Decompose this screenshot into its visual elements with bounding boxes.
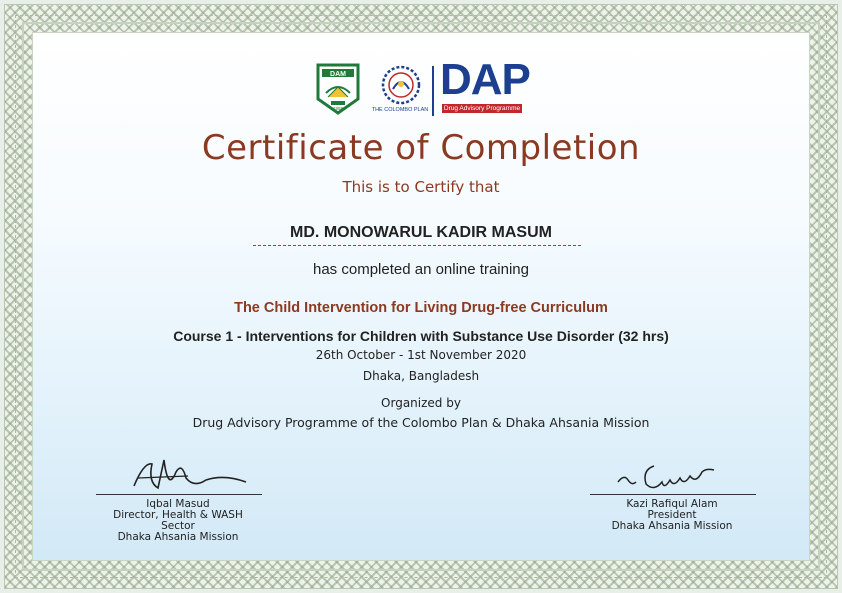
left-signatory-org: Dhaka Ahsania Mission xyxy=(117,531,239,543)
dap-logo-subtitle: Drug Advisory Programme xyxy=(443,105,521,112)
left-signatory xyxy=(96,499,260,543)
dap-logo-divider xyxy=(432,66,434,116)
recipient-name: MD. MONOWARUL KADIR MASUM xyxy=(290,224,552,241)
dam-logo xyxy=(316,63,360,115)
certificate-subtitle: This is to Certify that xyxy=(342,178,500,196)
right-signatory-title: President xyxy=(647,509,697,521)
dam-logo-label: DAM xyxy=(330,71,346,78)
left-signatory-name: Iqbal Masud xyxy=(146,498,210,510)
right-signature-line xyxy=(590,494,756,495)
right-signatory xyxy=(590,499,754,532)
left-signature-line xyxy=(96,494,262,495)
course-name: Course 1 - Interventions for Children with Substance Use Disorder (32 hrs) xyxy=(173,328,669,344)
course-location: Dhaka, Bangladesh xyxy=(362,369,480,383)
course-dates: 26th October - 1st November 2020 xyxy=(315,348,527,362)
organized-by-label: Organized by xyxy=(381,396,461,410)
colombo-plan-caption: THE COLOMBO PLAN xyxy=(371,107,429,113)
right-signatory-org: Dhaka Ahsania Mission xyxy=(611,520,733,532)
right-signatory-name: Kazi Rafiqul Alam xyxy=(626,498,718,510)
dap-logo-text: DAP xyxy=(440,55,530,104)
recipient-name-underline xyxy=(253,245,581,246)
left-signatory-title: Director, Health & WASH Sector xyxy=(113,509,243,532)
program-name: The Child Intervention for Living Drug-free Curriculum xyxy=(234,300,608,316)
organizer-name: Drug Advisory Programme of the Colombo Plan & Dhaka Ahsania Mission xyxy=(192,415,650,430)
dam-logo-year: 1958 xyxy=(332,106,344,111)
completion-statement: has completed an online training xyxy=(313,261,529,278)
certificate-title: Certificate of Completion xyxy=(201,128,641,168)
